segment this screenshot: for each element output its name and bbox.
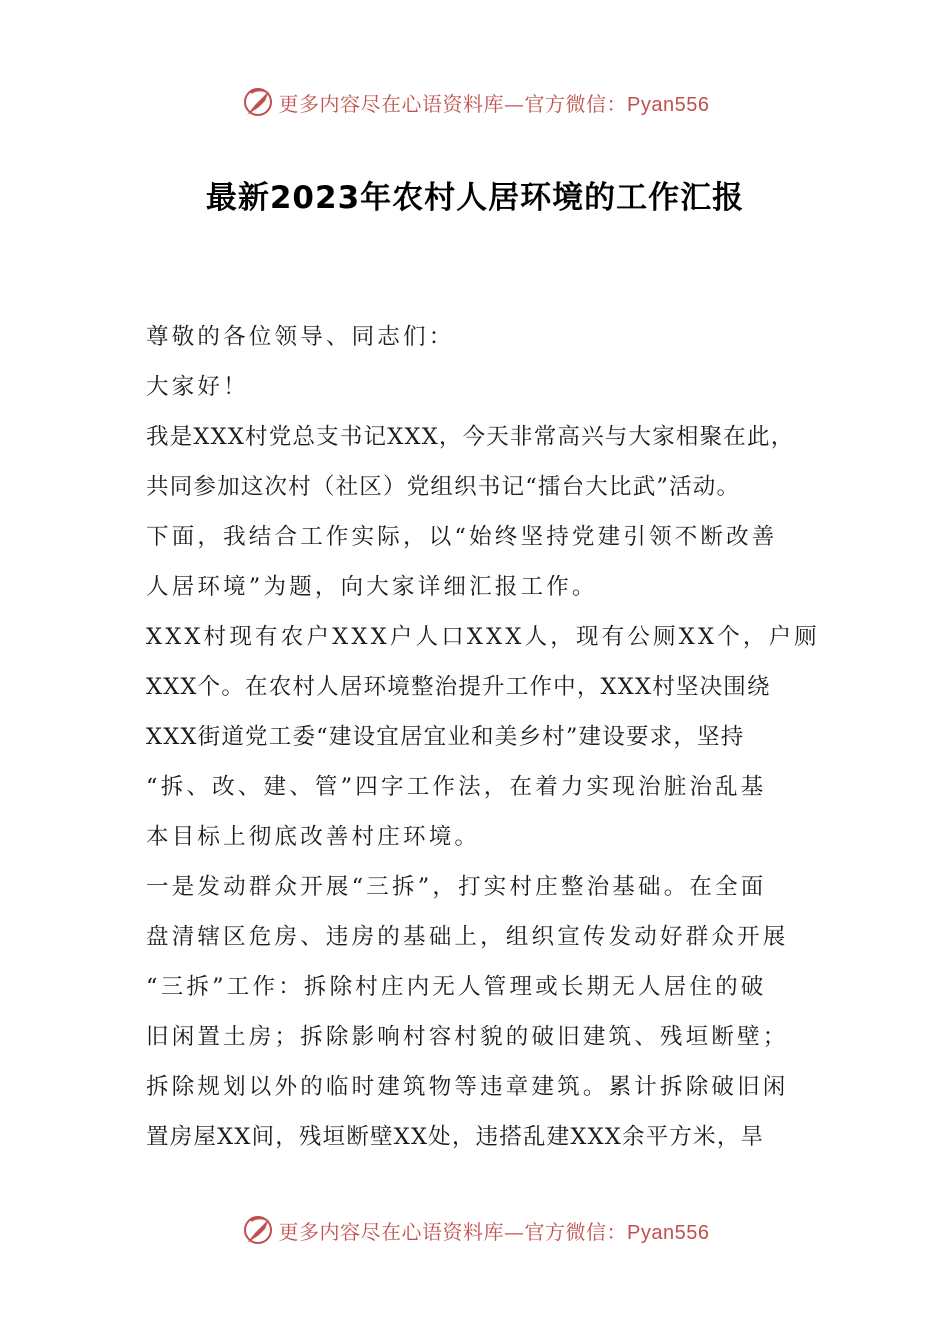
watermark-text: 更多内容尽在心语资料库—官方微信：Pyan556 [278, 1219, 710, 1244]
body-line: “三拆”工作：拆除村庄内无人管理或长期无人居住的破 [146, 974, 767, 1000]
body-line: XXX街道党工委“建设宜居宜业和美乡村”建设要求，坚持 [146, 724, 745, 750]
body-line: 置房屋XX间，残垣断壁XX处，违搭乱建XXX余平方米，旱 [146, 1124, 765, 1150]
pen-nib-logo-icon [241, 85, 275, 119]
document-body [146, 312, 820, 1162]
body-line: 拆除规划以外的临时建筑物等违章建筑。累计拆除破旧闲 [146, 1074, 789, 1100]
pen-nib-logo-icon [241, 1213, 275, 1247]
body-line: XXX村现有农户XXX户人口XXX人，现有公厕XX个，户厕 [146, 624, 820, 650]
body-line: 一是发动群众开展“三拆”，打实村庄整治基础。在全面 [146, 874, 767, 900]
body-line: 共同参加这次村（社区）党组织书记“擂台大比武”活动。 [146, 474, 741, 500]
watermark-text: 更多内容尽在心语资料库—官方微信：Pyan556 [278, 91, 710, 116]
body-line: 大家好！ [146, 374, 249, 400]
footer-watermark [0, 1210, 950, 1250]
body-line: 下面，我结合工作实际，以“始终坚持党建引领不断改善 [146, 524, 778, 550]
body-line: 尊敬的各位领导、同志们： [146, 324, 455, 350]
body-line: 旧闲置土房；拆除影响村容村貌的破旧建筑、残垣断壁； [146, 1024, 789, 1050]
body-line: 人居环境”为题，向大家详细汇报工作。 [146, 574, 598, 600]
body-line: “拆、改、建、管”四字工作法，在着力实现治脏治乱基 [146, 774, 767, 800]
body-line: 本目标上彻底改善村庄环境。 [146, 824, 481, 850]
header-watermark [0, 82, 950, 122]
document-title: 最新2023年农村人居环境的工作汇报 [205, 180, 745, 216]
body-line: 盘清辖区危房、违房的基础上，组织宣传发动好群众开展 [146, 924, 789, 950]
body-line: XXX个。在农村人居环境整治提升工作中，XXX村坚决围绕 [146, 674, 771, 700]
body-line: 我是XXX村党总支书记XXX，今天非常高兴与大家相聚在此， [146, 424, 795, 450]
